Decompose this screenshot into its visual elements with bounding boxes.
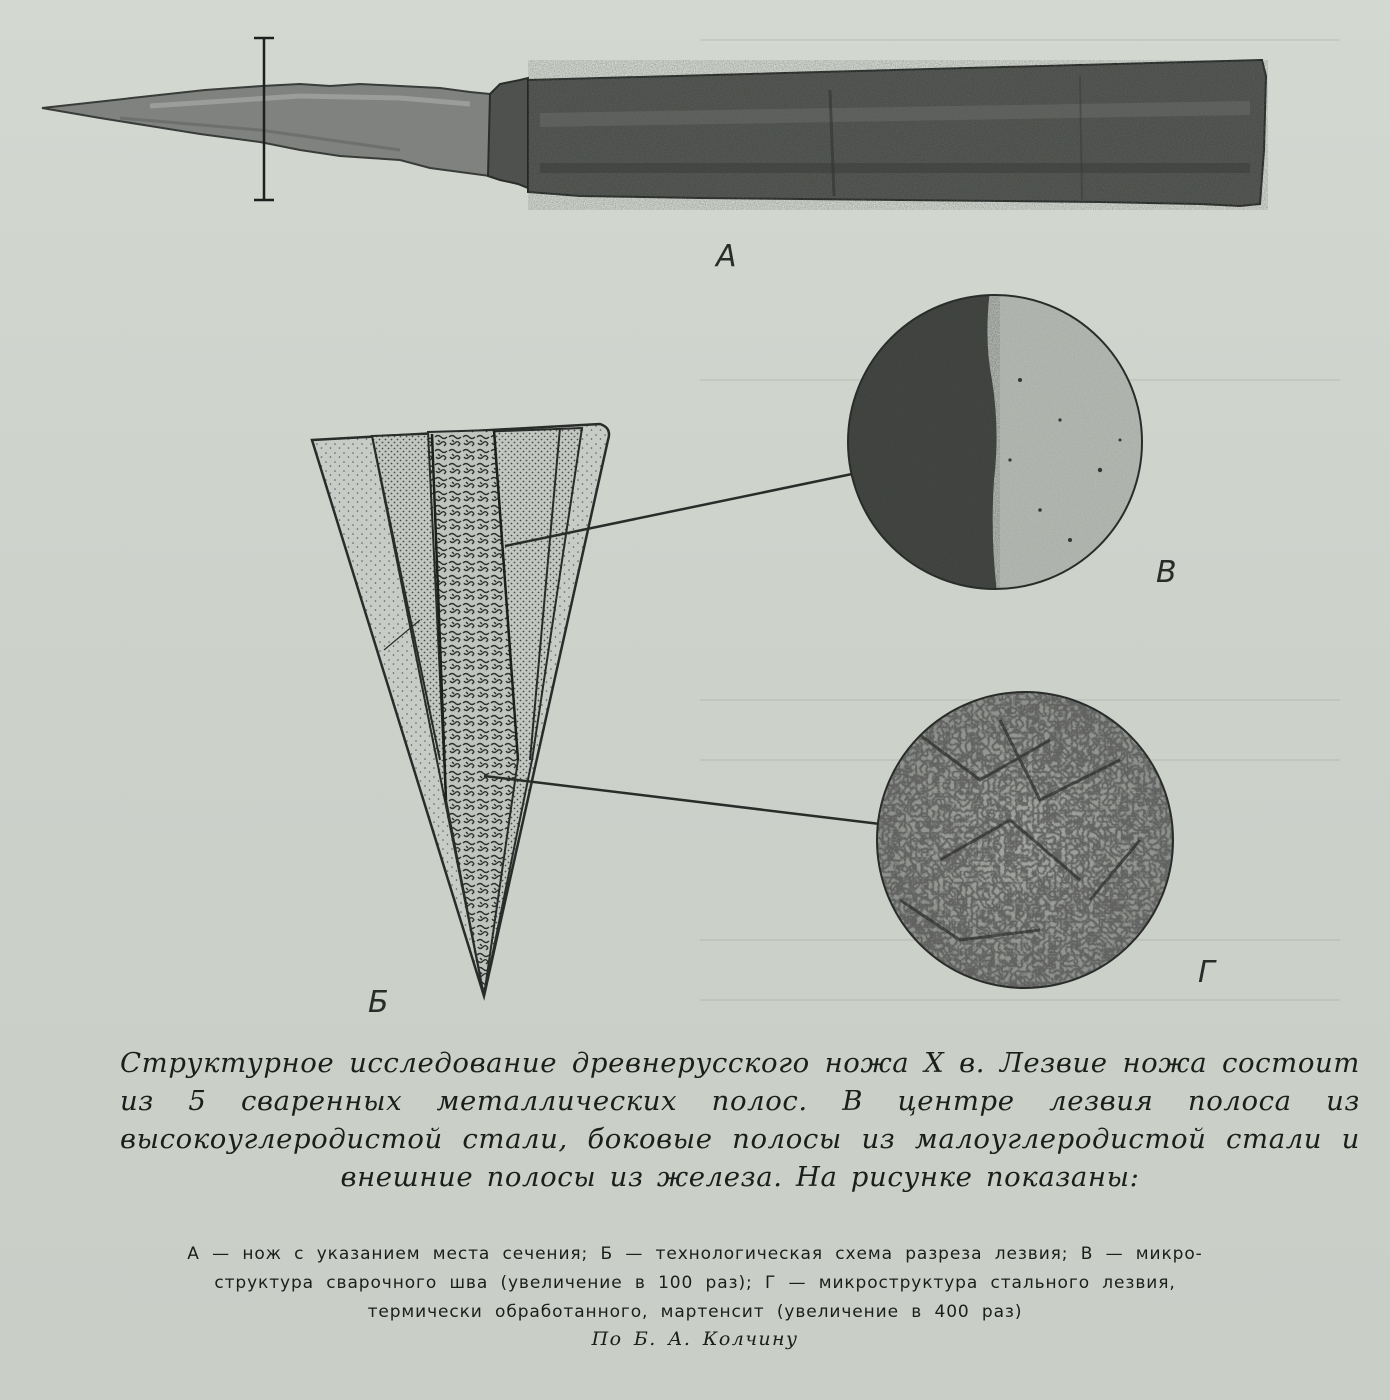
knife-drawing <box>42 38 1268 210</box>
label-weld-micro: В <box>1156 555 1177 590</box>
label-steel-micro: Г <box>1198 955 1215 990</box>
blade-section-diagram <box>312 424 609 996</box>
label-knife: А <box>716 239 737 274</box>
leader-line-steel <box>484 776 880 824</box>
legend-line-2: структура сварочного шва (увеличение в 100 раз); Г — микроструктура стального лезвия, <box>214 1273 1176 1293</box>
weld-micrograph <box>840 290 1160 600</box>
figure-caption: Структурное исследование древнерусского ножа X в. Лезвие ножа состоит из 5 сваренных металлических полос. В центре лезвия полоса из высокоуглеродистой стали, боковые полосы из малоуглеродистой стали и внешние полосы из железа. На рисунке показаны: <box>120 1047 1360 1193</box>
legend-line-1: А — нож с указанием места сечения; Б — технологическая схема разреза лезвия; В — микро- <box>187 1244 1203 1264</box>
figure-credit: По Б. А. Колчину <box>591 1328 799 1350</box>
figure-legend <box>0 1240 1390 1327</box>
label-section: Б <box>368 985 389 1020</box>
martensite-micrograph <box>870 686 1180 996</box>
legend-line-3: термически обработанного, мартенсит (увеличение в 400 раз) <box>367 1302 1023 1322</box>
